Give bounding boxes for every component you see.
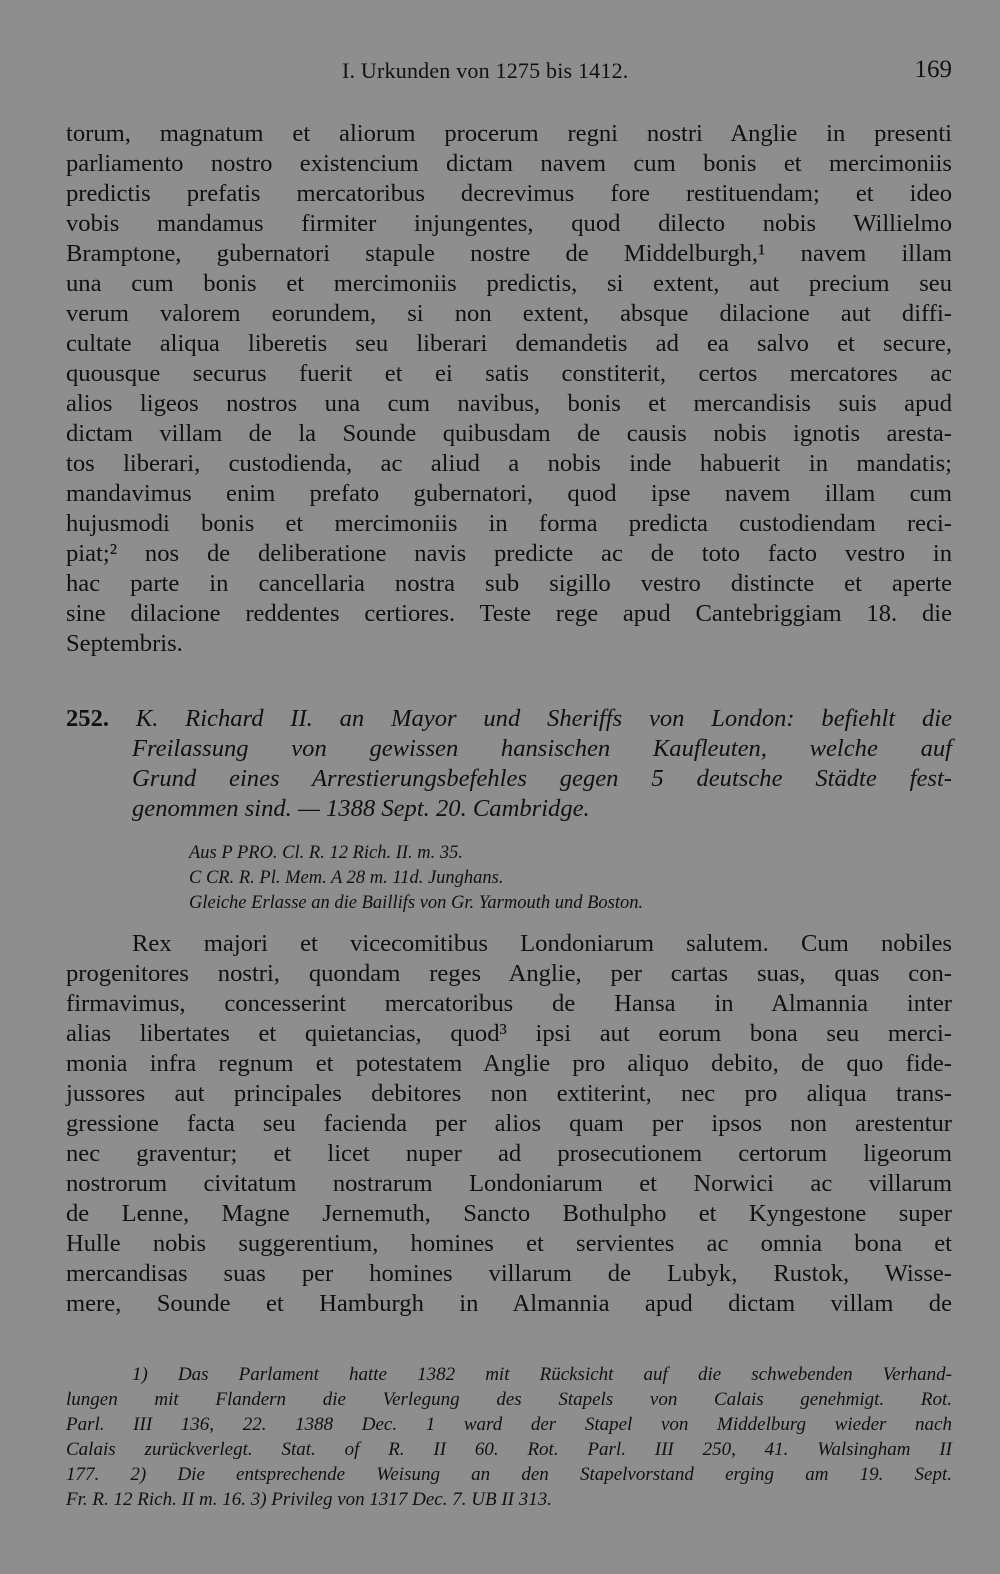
- footnote-line: 1) Das Parlament hatte 1382 mit Rücksicht auf die schwebenden Verhand-: [132, 1364, 952, 1385]
- body-line: Rex majori et vicecomitibus Londoniarum salutem. Cum nobiles: [132, 930, 952, 957]
- source-line: C CR. R. Pl. Mem. A 28 m. 11d. Junghans.: [189, 868, 504, 888]
- body-line: progenitores nostri, quondam reges Anglie, per cartas suas, quas con-: [66, 960, 952, 987]
- body-line: firmavimus, concesserint mercatoribus de Hansa in Almannia inter: [66, 990, 952, 1017]
- body-line: nec graventur; et licet nuper ad prosecutionem certorum ligeorum: [66, 1140, 952, 1167]
- body-line: gressione facta seu facienda per alios quam per ipsos non arestentur: [66, 1110, 952, 1137]
- source-line: Gleiche Erlasse an die Baillifs von Gr. Yarmouth und Boston.: [189, 893, 644, 913]
- document-body-continued: [66, 119, 952, 659]
- footnote-line: Calais zurückverlegt. Stat. of R. II 60. Rot. Parl. III 250, 41. Walsingham II: [66, 1439, 952, 1460]
- body-line: predictis prefatis mercatoribus decrevimus fore restituendam; et ideo: [66, 180, 952, 207]
- source-line: Aus P PRO. Cl. R. 12 Rich. II. m. 35.: [189, 843, 464, 863]
- body-line: alios ligeos nostros una cum navibus, bonis et mercandisis suis apud: [66, 390, 952, 417]
- body-line: mandavimus enim prefato gubernatori, quod ipse navem illam cum: [66, 480, 952, 507]
- body-line: Septembris.: [66, 630, 183, 657]
- body-line: quousque securus fuerit et ei satis constiterit, certos mercatores ac: [66, 360, 952, 387]
- body-line: Bramptone, gubernatori stapule nostre de Middelburgh,¹ navem illam: [66, 240, 952, 267]
- body-line: una cum bonis et mercimoniis predictis, si extent, aut precium seu: [66, 270, 952, 297]
- footnote-line: Parl. III 136, 22. 1388 Dec. 1 ward der Stapel von Middelburg wieder nach: [66, 1414, 952, 1435]
- footnote-line: lungen mit Flandern die Verlegung des Stapels von Calais genehmigt. Rot.: [66, 1389, 952, 1410]
- footnotes: [66, 1362, 952, 1512]
- footnote-line: Fr. R. 12 Rich. II m. 16. 3) Privileg von 1317 Dec. 7. UB II 313.: [66, 1489, 552, 1510]
- body-line: sine dilacione reddentes certiores. Teste rege apud Cantebriggiam 18. die: [66, 600, 952, 627]
- footnote-line: 177. 2) Die entsprechende Weisung an den Stapelvorstand erging am 19. Sept.: [66, 1464, 952, 1485]
- body-line: piat;² nos de deliberatione navis predicte ac de toto facto vestro in: [66, 540, 952, 567]
- heading-line: [66, 704, 952, 734]
- body-line: dictam villam de la Sounde quibusdam de causis nobis ignotis aresta-: [66, 420, 952, 447]
- body-line: nostrorum civitatum nostrarum Londoniarum et Norwici ac villarum: [66, 1170, 952, 1197]
- body-line: verum valorem eorundem, si non extent, absque dilacione aut diffi-: [66, 300, 952, 327]
- entry-heading: [66, 704, 952, 824]
- body-line: tos liberari, custodienda, ac aliud a nobis inde habuerit in mandatis;: [66, 450, 952, 477]
- body-line: de Lenne, Magne Jernemuth, Sancto Bothulpho et Kyngestone super: [66, 1200, 952, 1227]
- body-line: mere, Sounde et Hamburgh in Almannia apud dictam villam de: [66, 1290, 952, 1317]
- body-line: vobis mandamus firmiter injungentes, quod dilecto nobis Willielmo: [66, 210, 952, 237]
- body-line: monia infra regnum et potestatem Anglie pro aliquo debito, de quo fide-: [66, 1050, 952, 1077]
- body-line: hujusmodi bonis et mercimoniis in forma predicta custodiendam reci-: [66, 510, 952, 537]
- document-body-entry: [66, 929, 952, 1319]
- body-line: jussores aut principales debitores non extiterint, nec pro aliqua trans-: [66, 1080, 952, 1107]
- body-line: hac parte in cancellaria nostra sub sigillo vestro distincte et aperte: [66, 570, 952, 597]
- heading-line: Freilassung von gewissen hansischen Kaufleuten, welche auf: [132, 735, 952, 762]
- body-line: Hulle nobis suggerentium, homines et servientes ac omnia bona et: [66, 1230, 952, 1257]
- heading-line: genommen sind. — 1388 Sept. 20. Cambridge.: [132, 795, 590, 822]
- body-line: torum, magnatum et aliorum procerum regni nostri Anglie in presenti: [66, 120, 952, 147]
- running-title: I. Urkunden von 1275 bis 1412.: [342, 58, 629, 83]
- entry-number: 252.: [66, 705, 110, 732]
- body-line: mercandisas suas per homines villarum de Lubyk, Rustok, Wisse-: [66, 1260, 952, 1287]
- page-number: 169: [914, 56, 952, 83]
- body-line: cultate aliqua liberetis seu liberari demandetis ad ea salvo et secure,: [66, 330, 952, 357]
- body-line: alias libertates et quietancias, quod³ ipsi aut eorum bona seu merci-: [66, 1020, 952, 1047]
- heading-line: Grund eines Arrestierungsbefehles gegen 5 deutsche Städte fest-: [132, 765, 952, 792]
- source-references: [189, 841, 929, 916]
- heading-text: K. Richard II. an Mayor und Sheriffs von London: befiehlt die: [135, 705, 952, 732]
- running-header: [66, 58, 952, 92]
- body-line: parliamento nostro existencium dictam navem cum bonis et mercimoniis: [66, 150, 952, 177]
